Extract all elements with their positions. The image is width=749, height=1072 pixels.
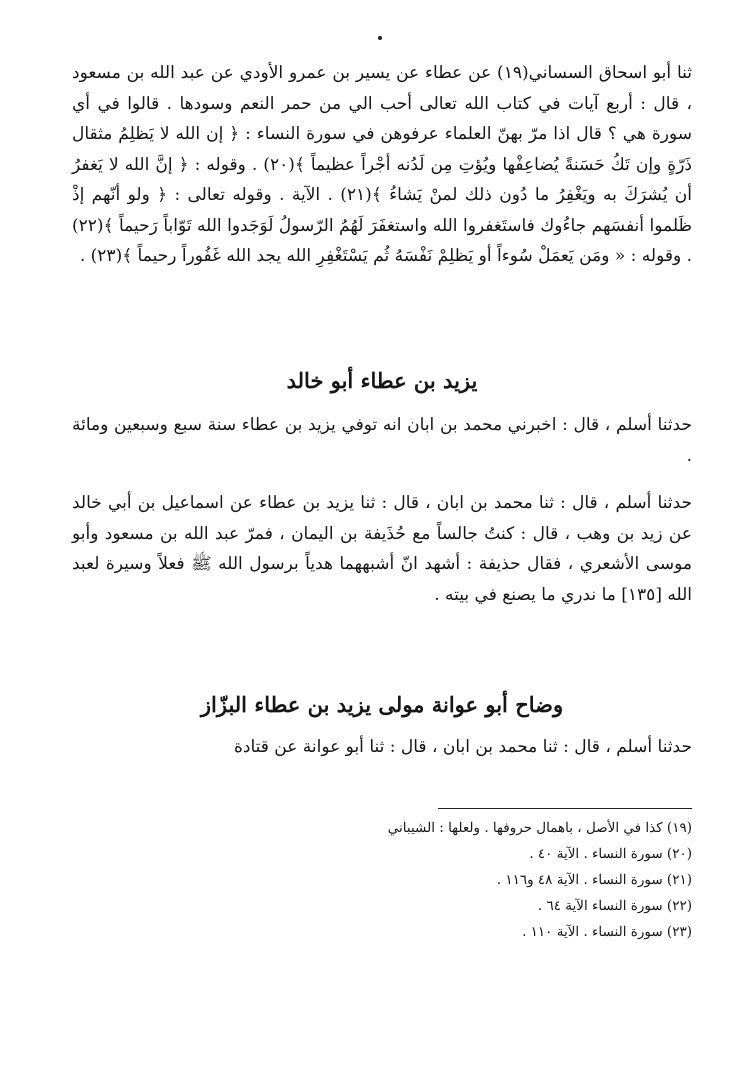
paragraph-yazid-death: حدثنا أسلم ، قال : اخبرني محمد بن ابان انه توفي يزيد بن عطاء سنة سبع وسبعين ومائة . bbox=[72, 415, 692, 466]
footnote-23: (٢٣) سورة النساء . الآية ١١٠ . bbox=[522, 924, 692, 940]
footnotes-list bbox=[300, 815, 692, 945]
footnote-19: (١٩) كذا في الأصل ، باهمال حروفها . ولعلها : الشيباني bbox=[387, 820, 692, 836]
footnote-20: (٢٠) سورة النساء . الآية ٤٠ . bbox=[529, 846, 692, 862]
section-heading-yazid-ibn-ata: يزيد بن عطاء أبو خالد bbox=[286, 368, 478, 393]
section-heading-waddah-abu-awana: وضاح أبو عوانة مولى يزيد بن عطاء البزّاز bbox=[200, 692, 564, 717]
paragraph-abu-awana-narration: حدثنا أسلم ، قال : ثنا محمد بن ابان ، قال : ثنا أبو عوانة عن قتادة bbox=[233, 737, 692, 757]
footnote-21: (٢١) سورة النساء . الآية ٤٨ و١١٦ . bbox=[496, 872, 692, 888]
paragraph-hadith-four-verses: ثنا أبو اسحاق السساني(١٩) عن عطاء عن يسير بن عمرو الأودي عن عبد الله بن مسعود ، قال : أربع آيات في كتاب الله تعالى أحب الي من حمر النعم وسودها . قالوا في أي سورة هي ؟ قال اذا مرّ بهنّ العلماء عرفوهن في سورة النساء : ﴿ إن الله لا يَظلِمُ مثقال ذَرّةٍ وإن تَكُ حَسَنةً يُضاعِفْها ويُؤتِ مِن لَدُنه أجْراً عظيماً ﴾(٢٠) . وقوله : ﴿ إنَّ الله لا يَغفرُ أن يُشرَكَ به ويَغْفِرُ ما دُون ذلك لمنْ يَشاءُ ﴾(٢١) . الآية . وقوله تعالى : ﴿ ولو أنّهم إذْ ظَلموا أنفسَهم جاءُوك فاستَغفروا الله واستغفَرَ لَهُمُ الرّسولُ لَوَجَدوا الله تَوّاباً رَحيماً ﴾(٢٢) . وقوله : « ومَن يَعمَلْ سُوءاً أو يَظلِمْ نَفْسَهُ ثُم يَسْتَغْفِرِ الله يجد الله غَفُوراً رحيماً ﴾(٢٣) . bbox=[72, 63, 692, 266]
paragraph-hudhayfa-narration: حدثنا أسلم ، قال : ثنا محمد بن ابان ، قال : ثنا يزيد بن عطاء عن اسماعيل بن أبي خالد عن زيد بن وهب ، قال : كنتُ جالساً مع حُذَيفة بن اليمان ، فمرّ عبد الله بن مسعود وأبو موسى الأشعري ، فقال حذيفة : أشهد انّ أشبههما هدياً برسول الله ﷺ فعلاً وسيرة لعبد الله [١٣٥] ما ندري ما يصنع في بيته . bbox=[72, 493, 692, 605]
footnote-22: (٢٢) سورة النساء الآية ٦٤ . bbox=[537, 898, 692, 914]
footnote-divider bbox=[438, 808, 692, 809]
page-mark-dot bbox=[378, 36, 382, 40]
